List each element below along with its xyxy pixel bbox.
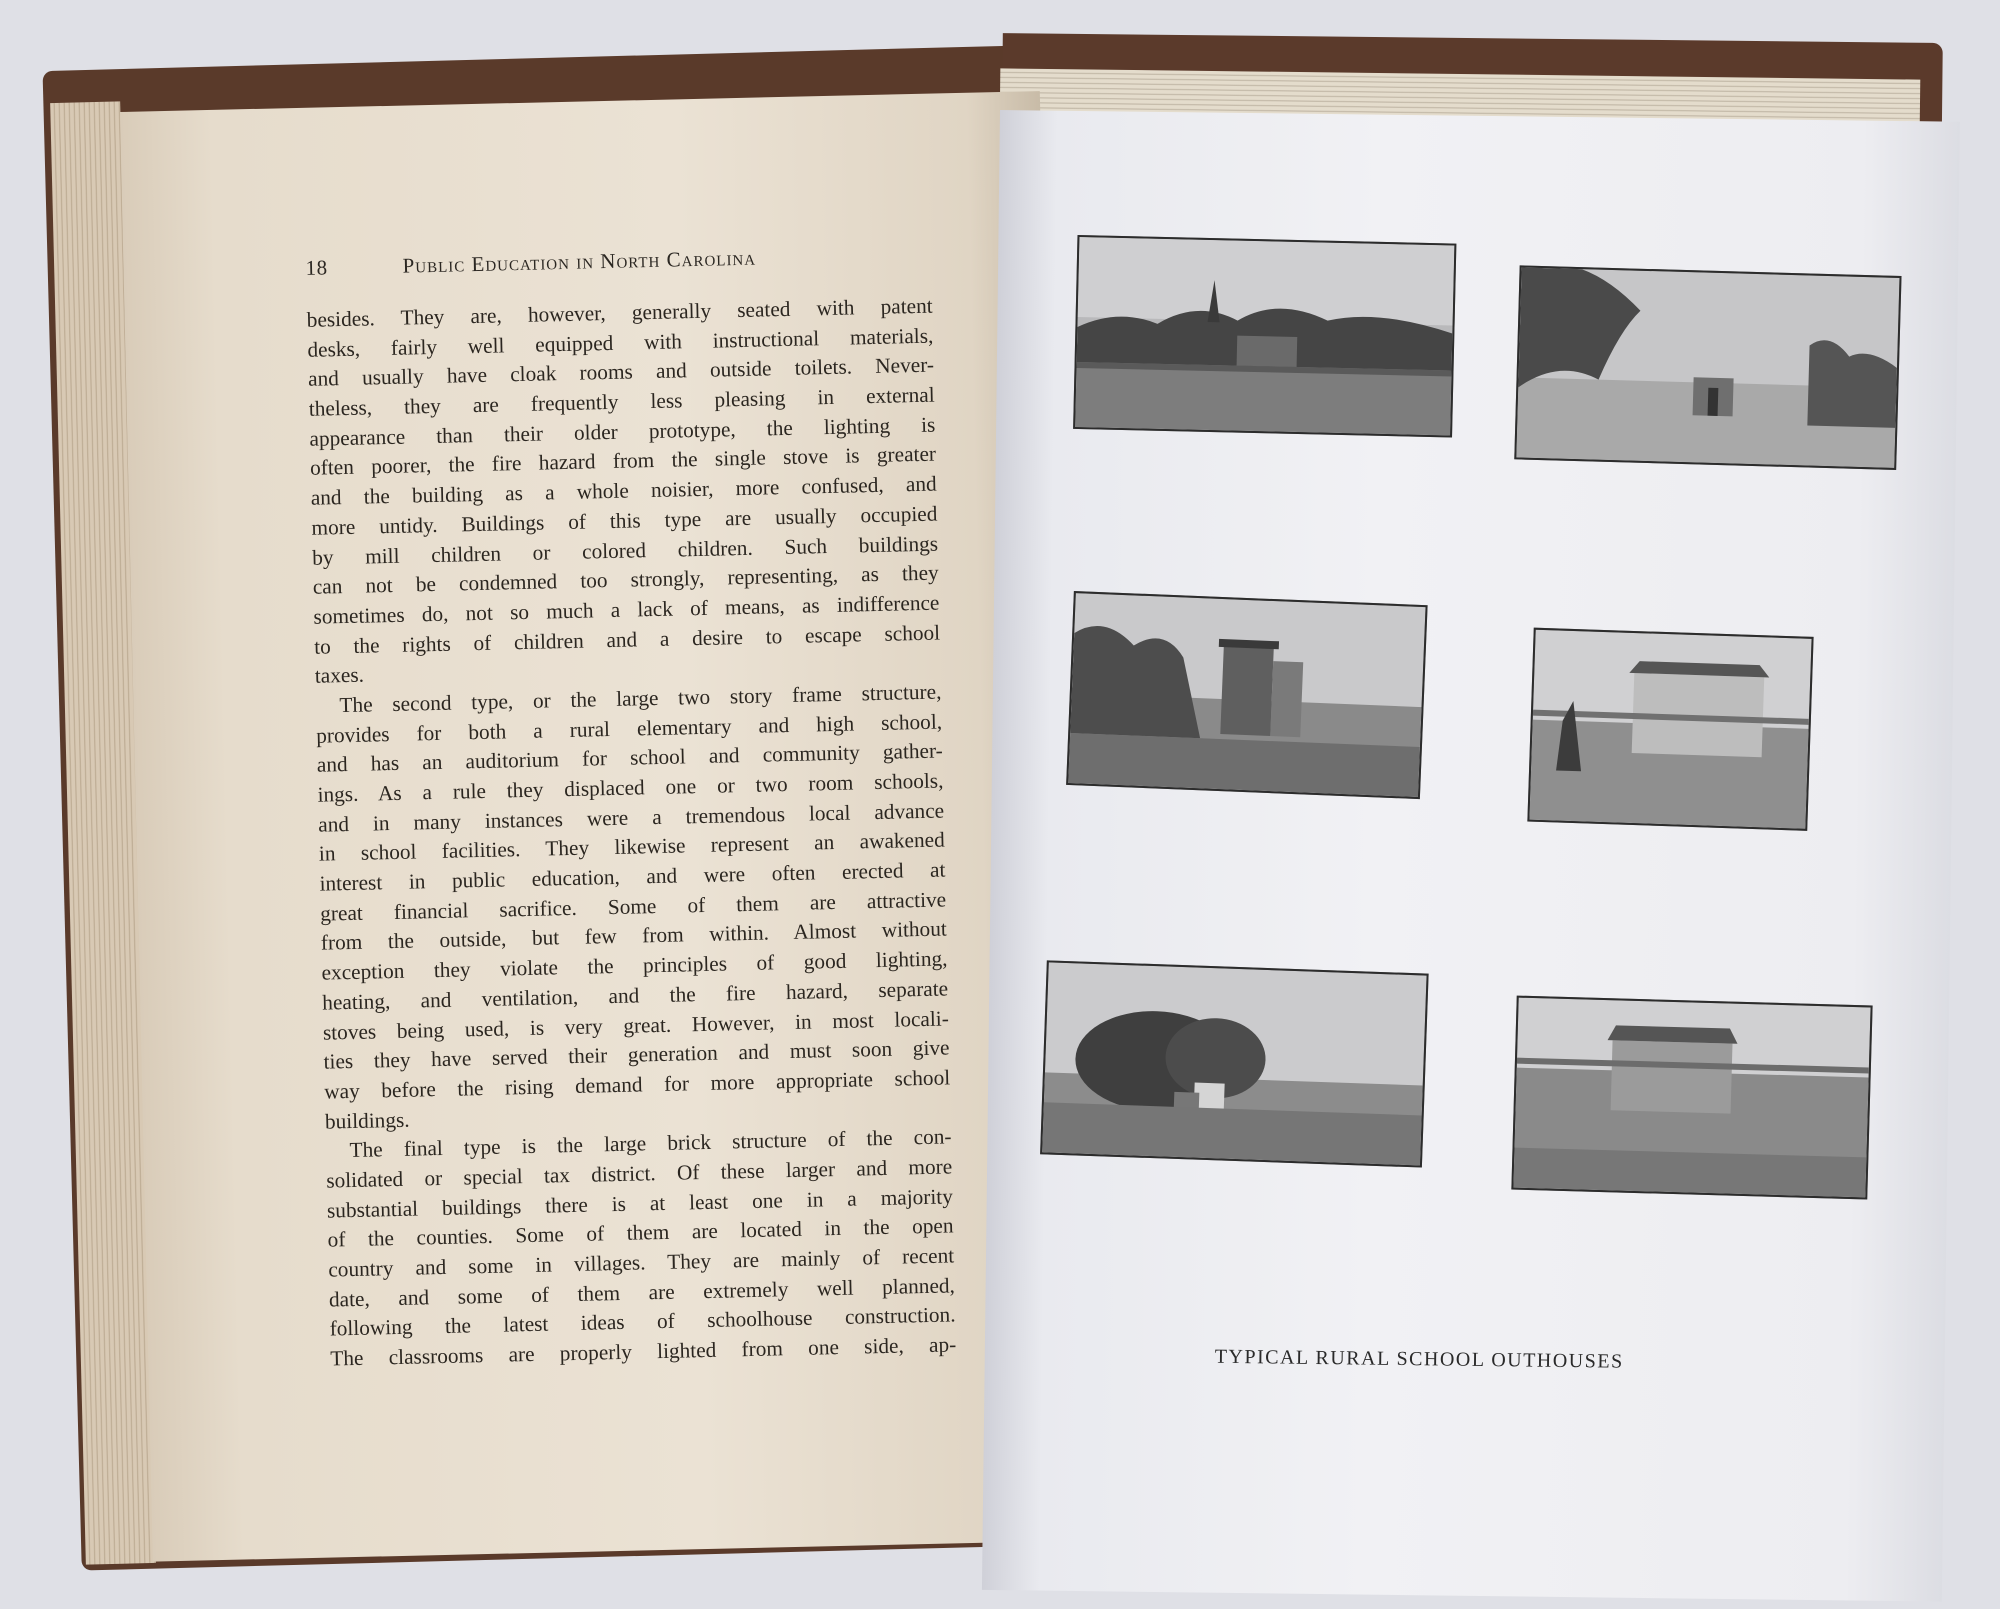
- text-line: provides for both a rural elementary and high school,: [315, 709, 943, 748]
- text-line: The final type is the large brick structure of the con-: [349, 1124, 952, 1163]
- photo-tree-outhouse: [1040, 960, 1429, 1167]
- photo-outhouse-grass: [1066, 591, 1428, 799]
- page-header: [305, 243, 865, 280]
- text-line: and in many instances were a tremendous local advance: [317, 798, 945, 837]
- text-line: The second type, or the large two story frame structure,: [339, 679, 942, 718]
- body-text: [306, 292, 956, 1375]
- right-page: [982, 110, 1960, 1602]
- text-line: date, and some of them are extremely well planned,: [328, 1273, 956, 1312]
- text-line: substantial buildings there is at least one in a majority: [326, 1184, 954, 1223]
- text-line: interest in public education, and were often erected at: [319, 857, 946, 896]
- text-line: can not be condemned too strongly, representing, as they: [312, 560, 939, 599]
- running-title: Public Education in North Carolina: [402, 245, 757, 278]
- left-page: [120, 91, 1073, 1561]
- text-line: by mill children or colored children. Such buildings: [311, 531, 939, 570]
- text-line: and usually have cloak rooms and outside toilets. Never-: [307, 352, 935, 392]
- text-line: solidated or special tax district. Of these larger and more: [326, 1154, 953, 1193]
- text-line: ings. As a rule they displaced one or two room schools,: [317, 768, 944, 807]
- photo-shed-open-field: [1511, 996, 1872, 1200]
- text-line: more untidy. Buildings of this type are usually occupied: [311, 501, 938, 540]
- text-line: theless, they are frequently less pleasing in external: [308, 382, 935, 421]
- text-line: country and some in villages. They are mainly of recent: [328, 1243, 955, 1282]
- text-line: from the outside, but few from within. Almost without: [320, 916, 948, 956]
- text-line: exception they violate the principles of good lighting,: [321, 946, 948, 985]
- text-line: taxes.: [314, 662, 365, 688]
- text-line: often poorer, the fire hazard from the single stove is greater: [309, 442, 937, 481]
- text-line: following the latest ideas of schoolhouse construction.: [329, 1302, 956, 1341]
- text-line: way before the rising demand for more appropriate school: [324, 1065, 951, 1104]
- text-line: and has an auditorium for school and community gather-: [316, 738, 943, 778]
- text-line: appearance than their older prototype, the lighting is: [309, 412, 936, 451]
- text-line: stoves being used, is very great. However, in most locali-: [322, 1005, 950, 1045]
- page-number: 18: [305, 255, 328, 280]
- text-line: sometimes do, not so much a lack of means, as indifference: [313, 590, 940, 629]
- text-line: The classrooms are properly lighted from one side, ap-: [330, 1332, 957, 1371]
- photo-village-church: [1073, 235, 1456, 438]
- plate-caption: TYPICAL RURAL SCHOOL OUTHOUSES: [1214, 1345, 1624, 1373]
- text-line: besides. They are, however, generally seated with patent: [306, 293, 933, 332]
- text-line: of the counties. Some of them are located in the open: [327, 1213, 954, 1252]
- text-line: buildings.: [324, 1107, 410, 1134]
- text-line: heating, and ventilation, and the fire hazard, separate: [321, 976, 949, 1015]
- text-line: ties they have served their generation and must soon give: [323, 1035, 950, 1074]
- photo-outhouse-trees: [1514, 265, 1901, 470]
- text-line: to the rights of children and a desire to escape school: [313, 620, 941, 659]
- text-line: in school facilities. They likewise represent an awakened: [318, 827, 945, 867]
- text-line: great financial sacrifice. Some of them are attractive: [319, 887, 947, 926]
- photo-shed-field: [1527, 628, 1813, 831]
- text-line: desks, fairly well equipped with instructional materials,: [307, 323, 934, 362]
- text-line: and the building as a whole noisier, more confused, and: [310, 471, 937, 510]
